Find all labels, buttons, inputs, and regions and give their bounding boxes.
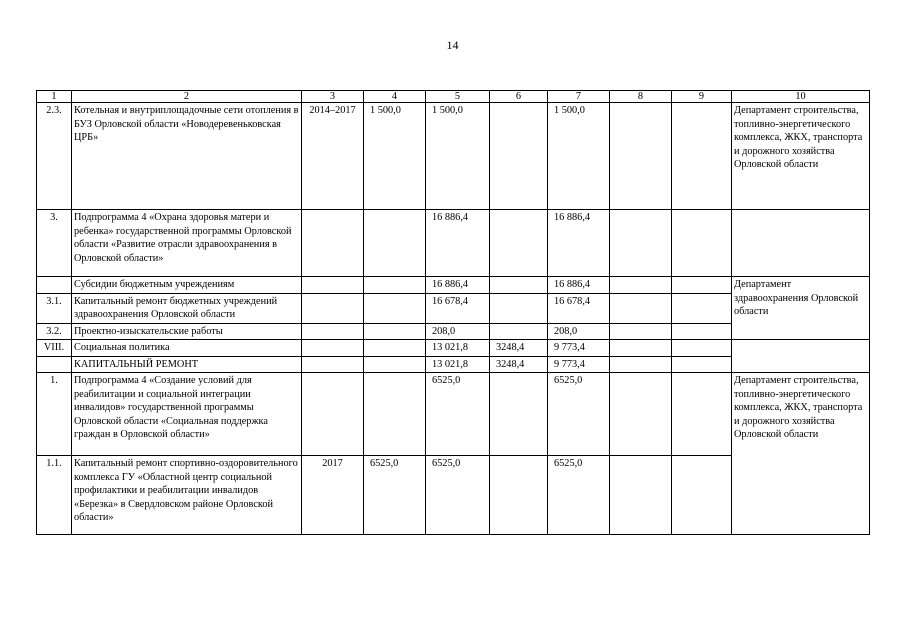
table-row [37,103,870,210]
row-number: 1. [37,373,72,456]
row-value [672,103,732,210]
row-value: 6525,0 [548,456,610,535]
row-name: КАПИТАЛЬНЫЙ РЕМОНТ [72,356,302,373]
row-value: 1 500,0 [364,103,426,210]
row-name: Социальная политика [72,340,302,357]
row-number [37,277,72,294]
column-header: 9 [672,91,732,103]
column-header: 5 [426,91,490,103]
row-value [364,373,426,456]
row-value [610,323,672,340]
row-value [610,103,672,210]
row-name: Проектно-изыскательские работы [72,323,302,340]
row-years [302,340,364,357]
row-years [302,210,364,277]
row-value [490,456,548,535]
row-name: Капитальный ремонт бюджетных учреждений здравоохранения Орловской области [72,293,302,323]
row-years [302,293,364,323]
responsible-dept [732,340,870,373]
row-number [37,356,72,373]
row-value [610,340,672,357]
row-value [364,293,426,323]
row-value [672,356,732,373]
table-row [37,373,870,456]
row-number: 1.1. [37,456,72,535]
row-value: 16 886,4 [548,277,610,294]
row-value [364,210,426,277]
row-value [490,323,548,340]
row-value [490,103,548,210]
row-value [610,293,672,323]
column-header: 10 [732,91,870,103]
row-years: 2014–2017 [302,103,364,210]
row-number: 3. [37,210,72,277]
column-header: 7 [548,91,610,103]
row-number: 2.3. [37,103,72,210]
row-value: 9 773,4 [548,356,610,373]
row-name: Котельная и внутриплощадочные сети отопления в БУЗ Орловской области «Новодеревеньковская ЦРБ» [72,103,302,210]
row-number: 3.2. [37,323,72,340]
row-value: 16 678,4 [548,293,610,323]
row-years [302,277,364,294]
header-row [37,91,870,103]
row-value: 3248,4 [490,356,548,373]
row-years [302,356,364,373]
row-number: 3.1. [37,293,72,323]
row-value [672,373,732,456]
column-header: 1 [37,91,72,103]
row-years: 2017 [302,456,364,535]
column-header: 6 [490,91,548,103]
responsible-dept: Департамент строительства, топливно-энергетического комплекса, ЖКХ, транспорта и дорожного хозяйства Орловской области [732,373,870,535]
row-value: 208,0 [426,323,490,340]
row-value [610,210,672,277]
row-value [490,293,548,323]
row-value [364,277,426,294]
row-value [610,456,672,535]
row-value: 208,0 [548,323,610,340]
row-value [490,373,548,456]
row-value [672,210,732,277]
responsible-dept [732,210,870,277]
page-number: 14 [446,38,459,52]
column-header: 3 [302,91,364,103]
row-value: 13 021,8 [426,340,490,357]
column-header: 2 [72,91,302,103]
row-value: 3248,4 [490,340,548,357]
row-value [490,210,548,277]
table-row [37,210,870,277]
row-value: 1 500,0 [548,103,610,210]
row-value [364,356,426,373]
row-value [672,293,732,323]
row-value: 6525,0 [426,456,490,535]
row-value: 6525,0 [426,373,490,456]
row-years [302,323,364,340]
row-name: Подпрограмма 4 «Охрана здоровья матери и ребенка» государственной программы Орловской области «Развитие отрасли здравоохранения в Орловской области» [72,210,302,277]
row-value: 16 886,4 [426,210,490,277]
row-value [610,356,672,373]
row-value [364,340,426,357]
row-value [672,456,732,535]
row-value: 16 886,4 [548,210,610,277]
row-value [672,340,732,357]
row-years [302,373,364,456]
row-value: 16 678,4 [426,293,490,323]
table-row [37,277,870,294]
row-value: 1 500,0 [426,103,490,210]
responsible-dept: Департамент здравоохранения Орловской области [732,277,870,340]
row-value: 13 021,8 [426,356,490,373]
row-value [610,277,672,294]
table-row [37,340,870,357]
column-header: 8 [610,91,672,103]
column-header: 4 [364,91,426,103]
row-name: Субсидии бюджетным учреждениям [72,277,302,294]
row-value [490,277,548,294]
row-name: Подпрограмма 4 «Создание условий для реабилитации и социальной интеграции инвалидов» государственной программы Орловской области «Социальная поддержка граждан в Орловской области» [72,373,302,456]
row-value [610,373,672,456]
row-value: 6525,0 [548,373,610,456]
responsible-dept: Департамент строительства, топливно-энергетического комплекса, ЖКХ, транспорта и дорожного хозяйства Орловской области [732,103,870,210]
row-value: 6525,0 [364,456,426,535]
row-value: 9 773,4 [548,340,610,357]
row-value: 16 886,4 [426,277,490,294]
row-value [364,323,426,340]
row-number: VIII. [37,340,72,357]
row-value [672,277,732,294]
row-value [672,323,732,340]
row-name: Капитальный ремонт спортивно-оздоровительного комплекса ГУ «Областной центр социальной профилактики и реабилитации инвалидов «Березка» в Свердловском районе Орловской области» [72,456,302,535]
budget-table [36,90,870,535]
